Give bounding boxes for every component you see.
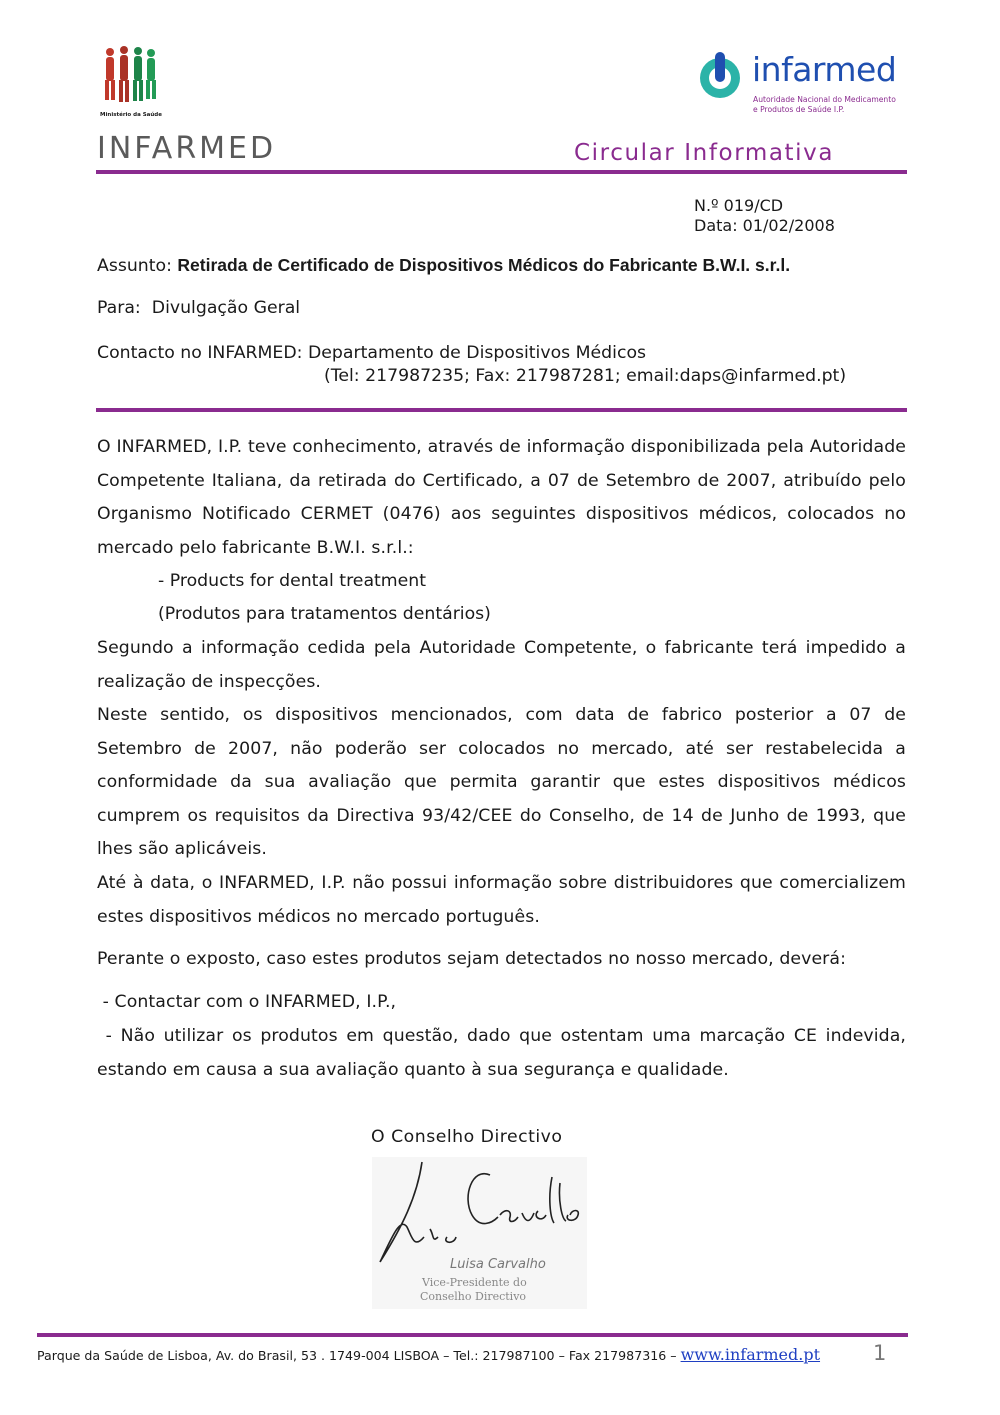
stamp-role-2: Conselho Directivo (420, 1290, 527, 1303)
ministerio-saude-logo (100, 44, 162, 124)
footer-address: Parque da Saúde de Lisboa, Av. do Brasil, 53 . 1749-004 LISBOA – Tel.: 217987100 – Fax 217987316 – (37, 1348, 677, 1363)
infarmed-logo-tagline-1: Autoridade Nacional do Medicamento (753, 95, 896, 104)
reference-number: N.º 019/CD (694, 196, 784, 215)
subject-divider (96, 408, 907, 412)
signature-label: O Conselho Directivo (371, 1127, 563, 1147)
infarmed-logo-wordmark: infarmed (752, 50, 897, 89)
reference-date: Data: 01/02/2008 (694, 216, 835, 235)
action-item-1: - Contactar com o INFARMED, I.P., (97, 992, 397, 1012)
infarmed-logo (696, 50, 896, 120)
body-paragraph-2: Segundo a informação cedida pela Autoridade Competente, o fabricante terá impedido a realização de inspecções. (97, 638, 906, 692)
subject-line (97, 255, 790, 276)
page-number: 1 (873, 1341, 887, 1365)
recipient-text: Divulgação Geral (151, 298, 301, 318)
subject-label: Assunto: (97, 256, 172, 276)
footer (37, 1345, 820, 1364)
contact-line-2: (Tel: 217987235; Fax: 217987281; email:daps@infarmed.pt) (324, 366, 847, 386)
stamp-role-1: Vice-Presidente do (422, 1276, 527, 1289)
document-type: Circular Informativa (574, 140, 835, 166)
page-title: INFARMED (97, 131, 277, 166)
stamp-name: Luisa Carvalho (450, 1257, 546, 1272)
body-paragraph-4: Até à data, o INFARMED, I.P. não possui informação sobre distribuidores que comercializem estes dispositivos médicos no mercado português. (97, 873, 906, 927)
recipient-line (97, 298, 300, 318)
product-item: - Products for dental treatment (158, 571, 427, 591)
infarmed-logo-tagline-2: e Produtos de Saúde I.P. (753, 105, 845, 114)
body-paragraph-3: Neste sentido, os dispositivos mencionados, com data de fabrico posterior a 07 de Setembro de 2007, não poderão ser colocados no mercado, até ser restabelecida a conformidade da sua avaliação que permita garantir que estes dispositivos médicos cumprem os requisitos da Directiva 93/42/CEE do Conselho, de 14 de Junho de 1993, que lhes são aplicáveis. (97, 705, 906, 860)
product-item-translation: (Produtos para tratamentos dentários) (158, 604, 491, 624)
ministerio-saude-caption: Ministério da Saúde (100, 112, 162, 118)
body-paragraph-5: Perante o exposto, caso estes produtos sejam detectados no nosso mercado, deverá: (97, 949, 846, 969)
subject-text: Retirada de Certificado de Dispositivos Médicos do Fabricante B.W.I. s.r.l. (177, 255, 791, 275)
body-paragraph-1: O INFARMED, I.P. teve conhecimento, através de informação disponibilizada pela Autoridade Competente Italiana, da retirada do Certificado, a 07 de Setembro de 2007, atribuído pelo Organismo Notificado CERMET (0476) aos seguintes dispositivos médicos, colocados no mercado pelo fabricante B.W.I. s.r.l.: (97, 437, 906, 558)
recipient-label: Para: (97, 298, 141, 318)
contact-line-1: Contacto no INFARMED: Departamento de Dispositivos Médicos (97, 343, 647, 363)
header-divider (96, 170, 907, 174)
footer-divider (37, 1333, 908, 1337)
signature-stamp (372, 1157, 587, 1309)
website-link[interactable]: www.infarmed.pt (680, 1345, 821, 1364)
action-item-2: - Não utilizar os produtos em questão, dado que ostentam uma marcação CE indevida, estando em causa a sua avaliação quanto à sua segurança e qualidade. (97, 1026, 912, 1080)
